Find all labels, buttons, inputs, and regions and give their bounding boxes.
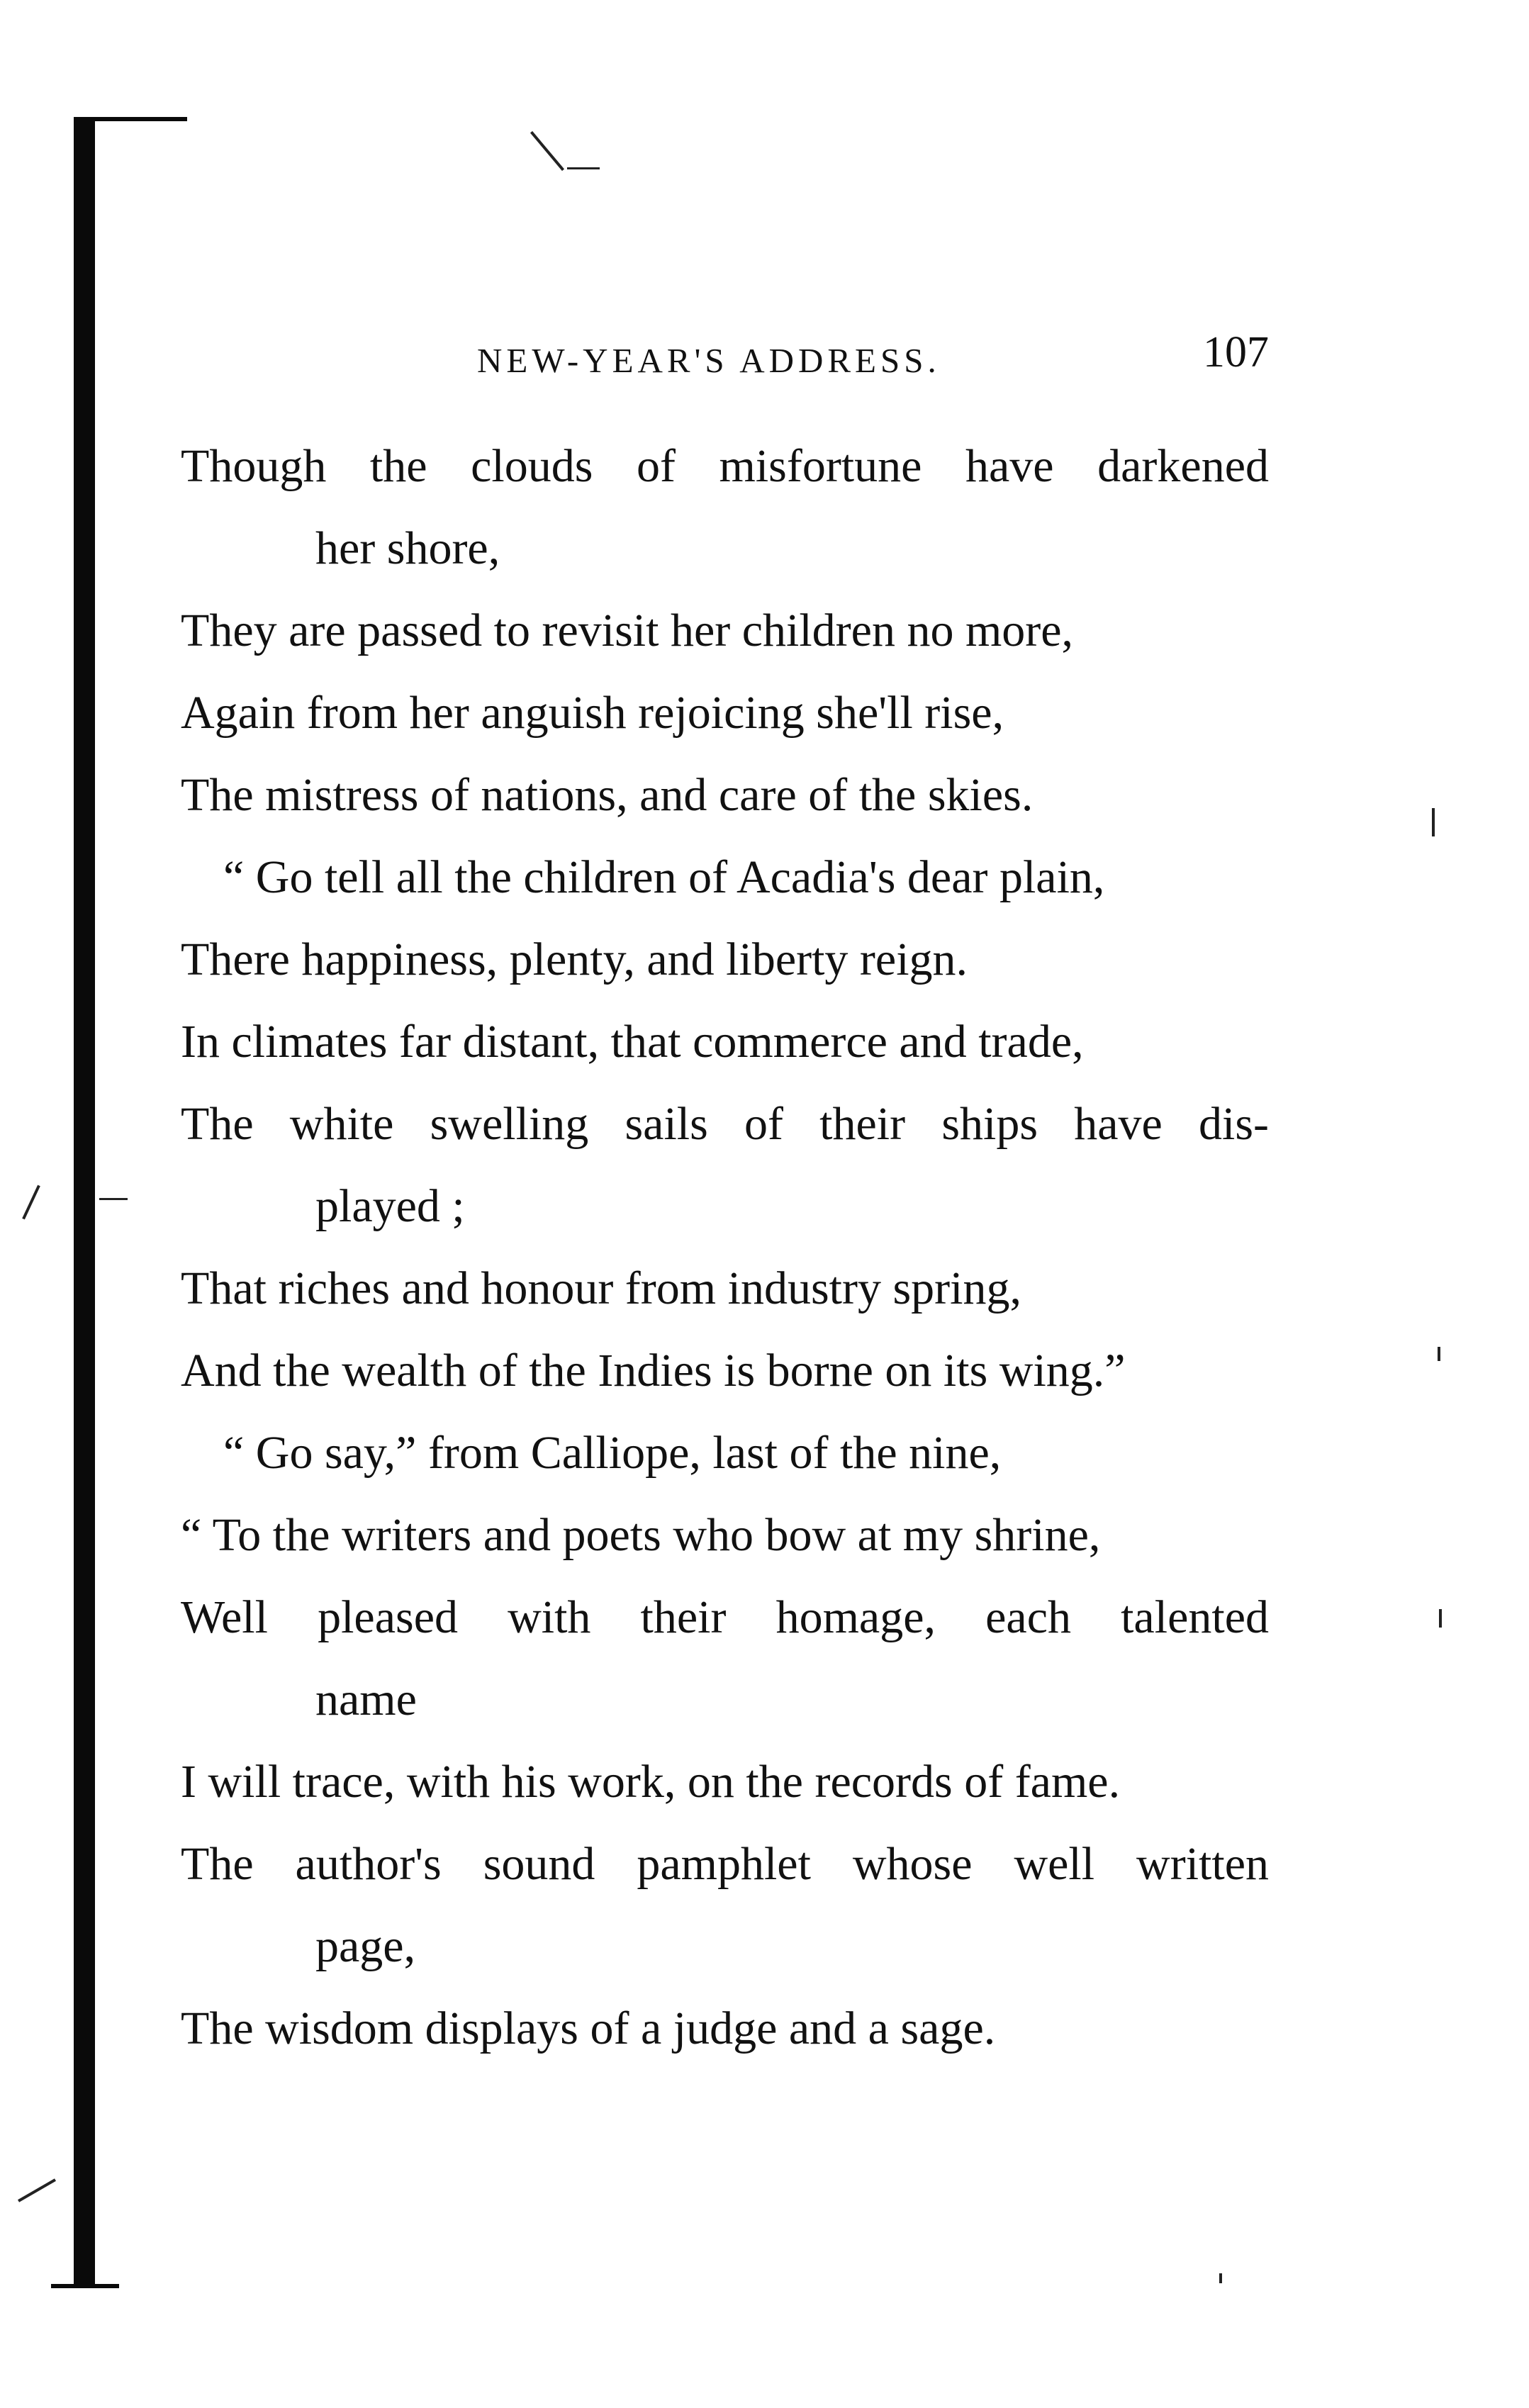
poem-line: The white swelling sails of their ships have dis- <box>181 1098 1269 1150</box>
poem-line: page, <box>315 1920 416 1972</box>
poem-line: her shore, <box>315 522 500 574</box>
scan-mark <box>530 131 564 171</box>
scan-mark <box>1432 808 1435 836</box>
binding-edge-bottom <box>51 2284 119 2288</box>
scan-mark <box>567 167 600 169</box>
poem-line: In climates far distant, that commerce and trade, <box>181 1016 1084 1068</box>
page-number: 107 <box>1203 328 1269 376</box>
poem-line: Again from her anguish rejoicing she'll rise, <box>181 687 1004 739</box>
scan-mark <box>22 1185 40 1220</box>
poem-line: The mistress of nations, and care of the skies. <box>181 769 1034 821</box>
poem-line: “ Go say,” from Calliope, last of the nine, <box>223 1427 1002 1479</box>
page-header <box>181 327 1269 391</box>
binding-edge <box>74 119 95 2288</box>
poem-line: That riches and honour from industry spring, <box>181 1262 1021 1314</box>
poem-line: And the wealth of the Indies is borne on its wing.” <box>181 1345 1126 1396</box>
poem-body <box>181 425 1269 2077</box>
scan-mark <box>1219 2273 1222 2283</box>
poem-line: Well pleased with their homage, each talented <box>181 1591 1269 1643</box>
scan-mark <box>18 2178 56 2202</box>
scan-mark <box>1439 1609 1442 1628</box>
poem-line: “ To the writers and poets who bow at my shrine, <box>181 1509 1101 1561</box>
poem-line: Though the clouds of misfortune have darkened <box>181 440 1269 492</box>
poem-line: The wisdom displays of a judge and a sage. <box>181 2003 996 2054</box>
running-head: NEW-YEAR'S ADDRESS. <box>477 341 941 380</box>
poem-line: The author's sound pamphlet whose well written <box>181 1838 1269 1890</box>
poem-line: There happiness, plenty, and liberty reign. <box>181 934 968 985</box>
poem-line: They are passed to revisit her children no more, <box>181 605 1074 656</box>
scan-mark <box>99 1198 128 1200</box>
poem-line: “ Go tell all the children of Acadia's dear plain, <box>223 851 1105 903</box>
poem-line: I will trace, with his work, on the records of fame. <box>181 1756 1121 1808</box>
poem-line: played ; <box>315 1180 465 1232</box>
poem-line: name <box>315 1674 417 1725</box>
scan-mark <box>1438 1347 1440 1361</box>
